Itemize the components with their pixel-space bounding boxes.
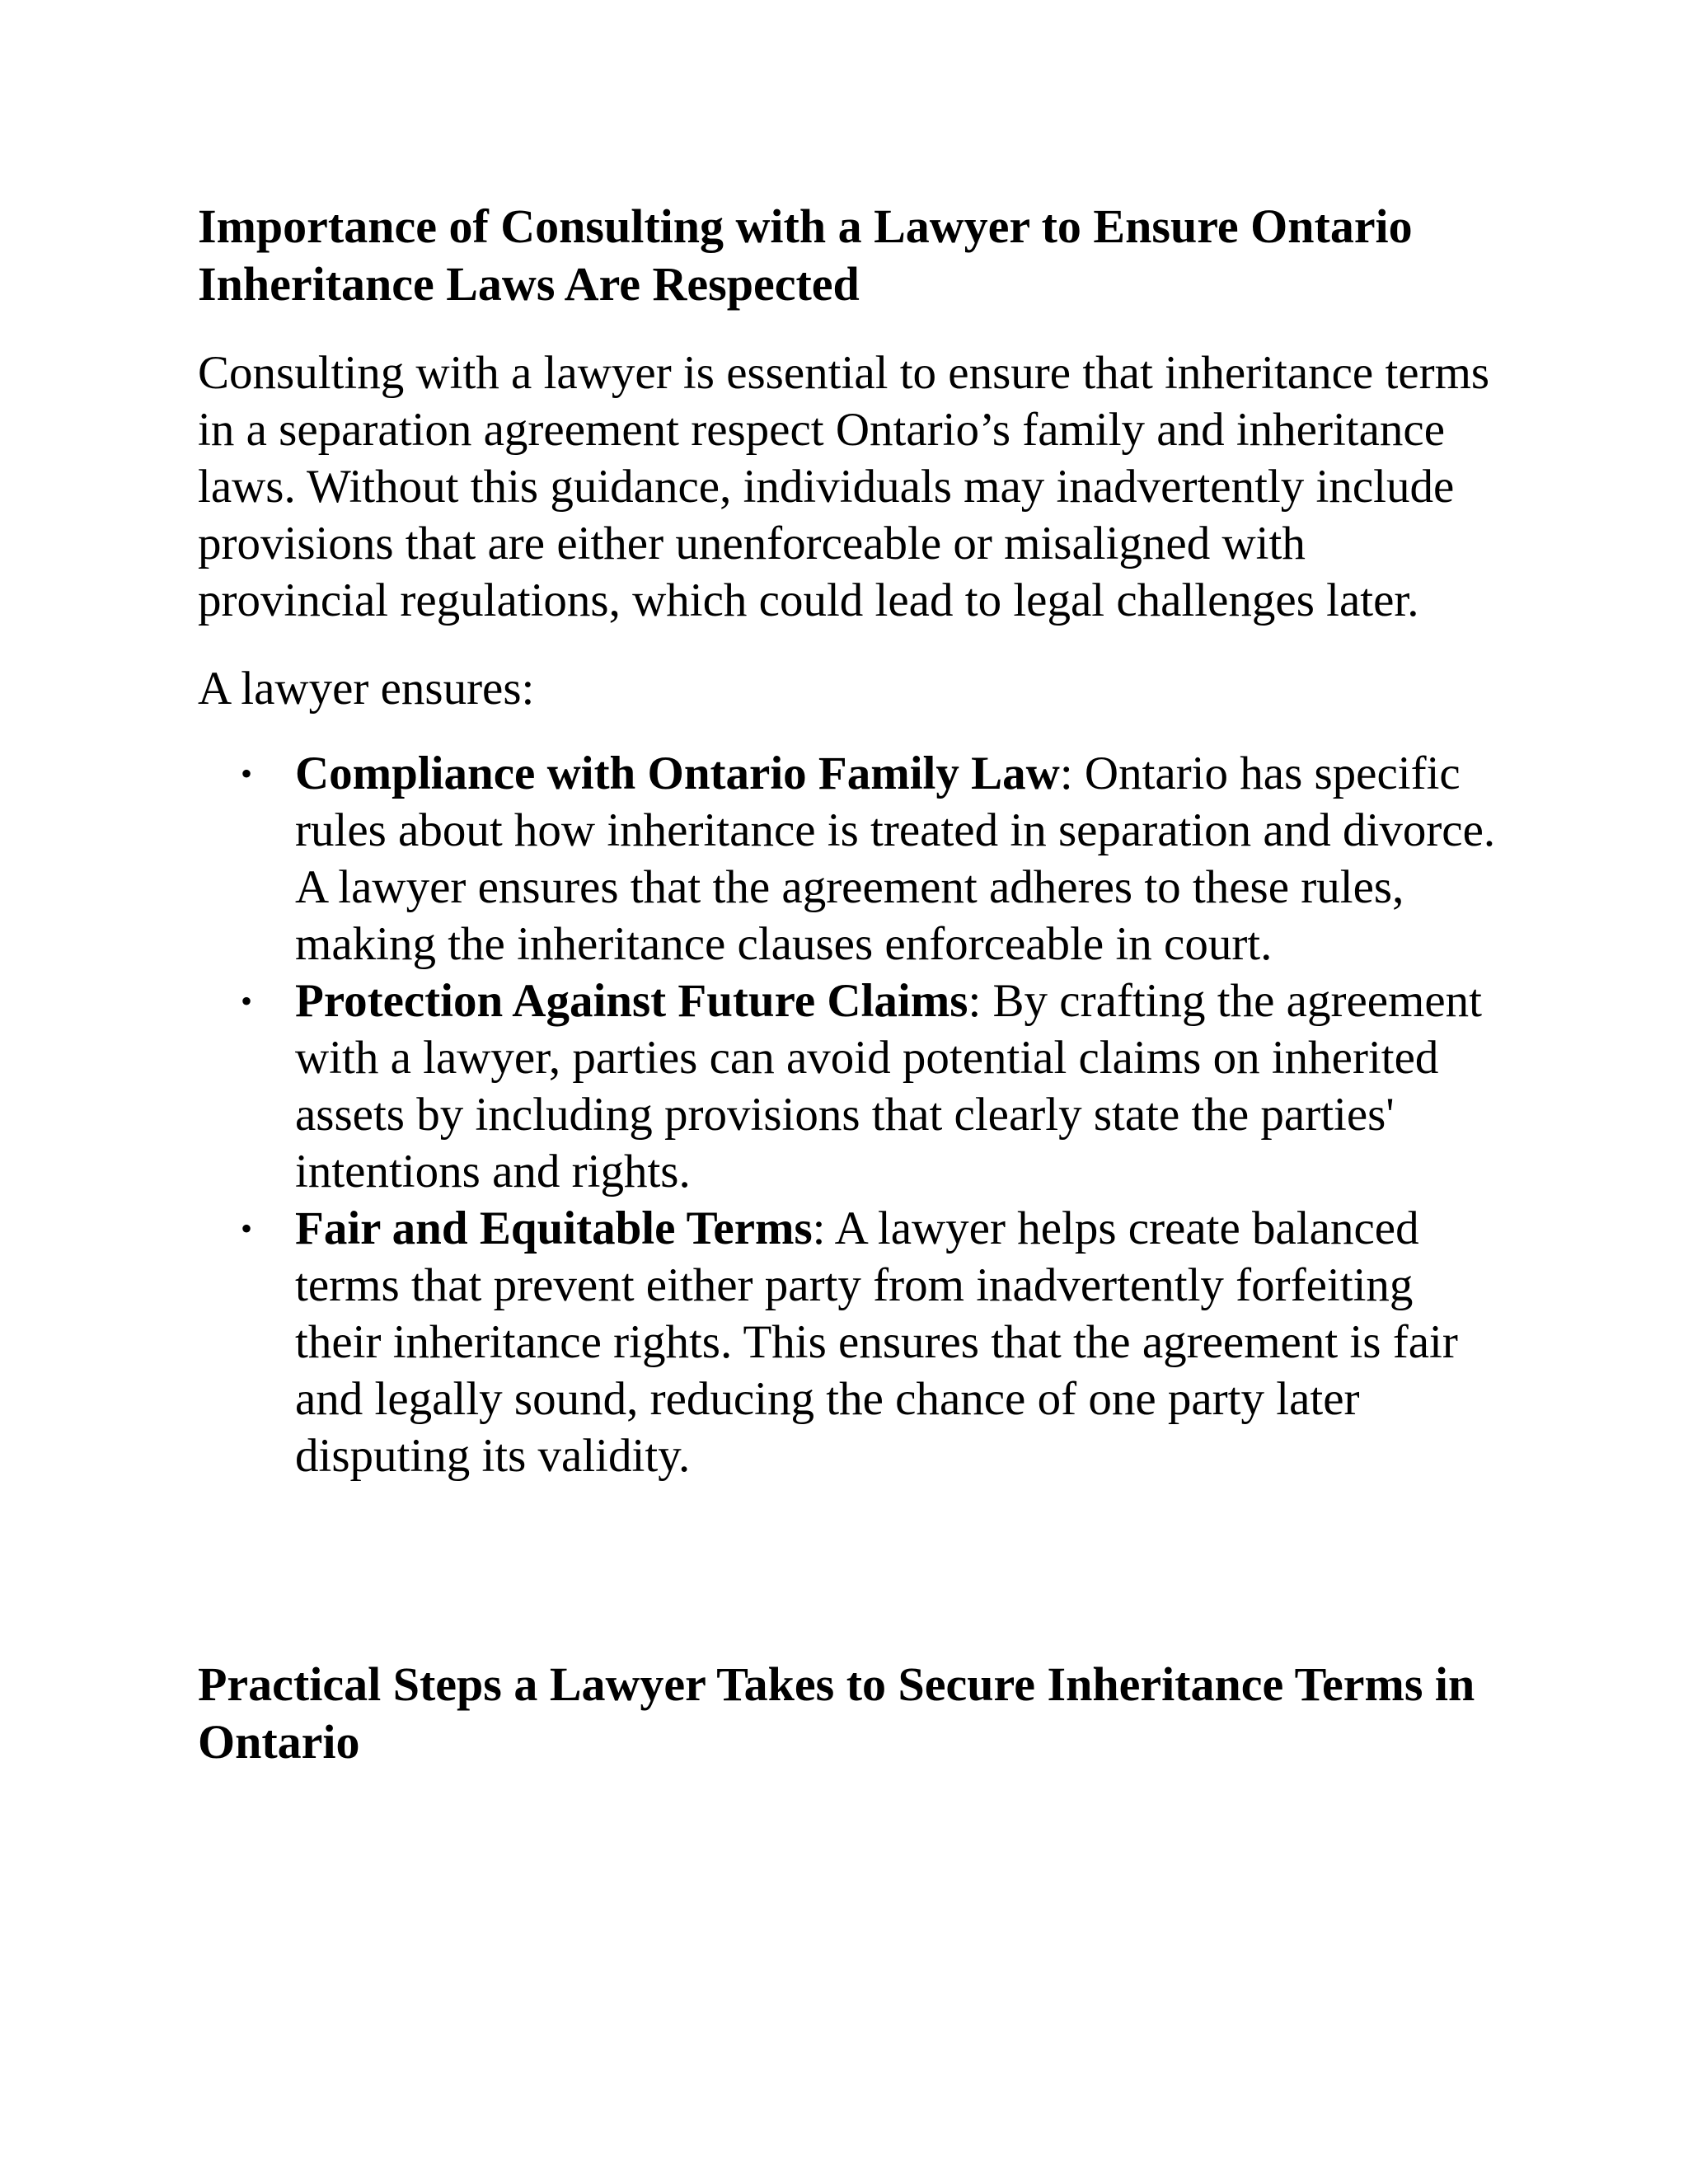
- document-page: [198, 198, 1500, 1771]
- list-lead-text: A lawyer ensures:: [198, 663, 535, 715]
- list-item: [241, 745, 1500, 972]
- list-item-term: Compliance with Ontario Family Law: [295, 748, 1060, 799]
- section-spacer: [198, 1484, 1500, 1605]
- bullet-icon: •: [241, 982, 253, 1019]
- bullet-icon: •: [241, 755, 253, 792]
- section-heading-importance: Importance of Consulting with a Lawyer to Ensure Ontario Inheritance Laws Are Respected: [198, 199, 1413, 311]
- intro-paragraph: Consulting with a lawyer is essential to ensure that inheritance terms in a separation agreement respect Ontario’s family and inheritance laws. Without this guidance, individuals may inadvertently include provisions that are either unenforceable or misaligned with provincial regulations, which could lead to legal challenges later.: [198, 347, 1490, 626]
- section-heading-practical-steps: Practical Steps a Lawyer Takes to Secure Inheritance Terms in Ontario: [198, 1657, 1475, 1769]
- list-item-text: : By crafting the agreement with a lawyer, parties can avoid potential claims on inherited assets by including provisions that clearly state the parties' intentions and rights.: [295, 975, 1483, 1197]
- list-item-term: Protection Against Future Claims: [295, 975, 968, 1027]
- list-item-text: : Ontario has specific rules about how inheritance is treated in separation and divorce. A lawyer ensures that the agreement adheres to these rules, making the inheritance clauses enforceable in court.: [295, 748, 1496, 970]
- list-item: [241, 1200, 1500, 1484]
- list-item: [241, 972, 1500, 1200]
- list-item-text: : A lawyer helps create balanced terms that prevent either party from inadvertently forfeiting their inheritance rights. This ensures that the agreement is fair and legally sound, reducing the chance of one party later disputing its validity.: [295, 1202, 1458, 1482]
- lawyer-benefits-list: [198, 745, 1500, 1484]
- bullet-icon: •: [241, 1210, 253, 1247]
- list-item-term: Fair and Equitable Terms: [295, 1202, 813, 1254]
